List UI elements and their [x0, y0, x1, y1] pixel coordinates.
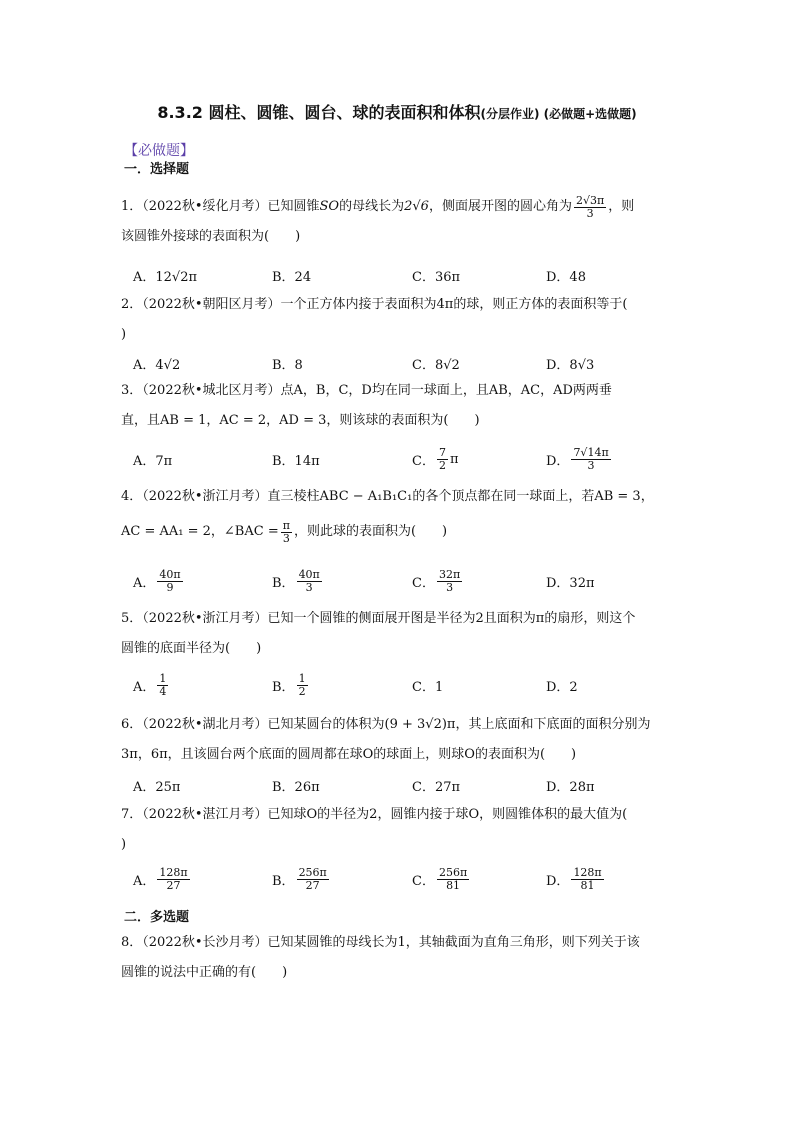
question-1 — [121, 190, 677, 252]
option-b: B．14π — [272, 453, 320, 469]
question-2-line1: 2．（2022秋•朝阳区月考）一个正方体内接于表面积为4π的球，则正方体的表面积等于( — [121, 297, 628, 312]
option-c: C．8√2 — [412, 357, 460, 373]
question-3-line2: 直，且AB = 1，AC = 2，AD = 3，则该球的表面积为( ) — [121, 413, 480, 428]
question-1-line1: 1．（2022秋•绥化月考）已知圆锥 SO 的母线长为 2√6 ，侧面展开图的圆心角为 $\frac{2√3\pi}{3}$ ，则 — [121, 193, 635, 220]
question-5-line2: 圆锥的底面半径为( ) — [121, 641, 262, 656]
option-d: D．2 — [546, 679, 578, 695]
question-3-line1: 3．（2022秋•城北区月考）点A，B，C，D均在同一球面上，且AB，AC，AD两两垂 — [121, 383, 612, 398]
question-4-line1: 4．（2022秋•浙江月考）直三棱柱ABC − A₁B₁C₁的各个顶点都在同一球面上，若AB = 3， — [121, 489, 654, 504]
option-a: A． $\frac{128\pi}{27}$ — [133, 865, 188, 892]
option-d: D．32π — [546, 575, 595, 591]
question-7 — [121, 800, 677, 860]
question-3-options — [133, 442, 683, 476]
question-7-line1: 7．（2022秋•湛江月考）已知球O的半径为2，圆锥内接于球O，则圆锥体积的最大值为( — [121, 807, 628, 822]
option-d: D． $\frac{128\pi}{81}$ — [546, 865, 602, 892]
question-8-line1: 8．（2022秋•长沙月考）已知某圆锥的母线长为1，其轴截面为直角三角形，则下列关于该 — [121, 935, 640, 950]
question-1-line2: 该圆锥外接球的表面积为( ) — [121, 229, 301, 244]
option-d: D．48 — [546, 269, 586, 285]
option-c: C．36π — [412, 269, 461, 285]
question-4-line2: AC = AA₁ = 2，∠BAC = $\frac{\pi}{3}$ ，则此球的表面积为( ) — [121, 518, 448, 545]
title-subtitle: (分层作业) (必做题+选做题) — [480, 107, 637, 121]
question-5 — [121, 604, 677, 664]
option-c: C． $\frac{32\pi}{3}$ — [412, 567, 461, 594]
question-2-options — [133, 346, 683, 380]
question-4-options — [133, 564, 683, 598]
option-b: B． $\frac{256\pi}{27}$ — [272, 865, 327, 892]
option-b: B． $\frac{1}{2}$ — [272, 671, 306, 698]
question-3 — [121, 376, 677, 436]
option-b: B．24 — [272, 269, 312, 285]
option-b: B．8 — [272, 357, 303, 373]
title-main: 8.3.2 圆柱、圆锥、圆台、球的表面积和体积 — [157, 103, 481, 122]
option-c: C． $\frac{256\pi}{81}$ — [412, 865, 468, 892]
question-1-options — [133, 258, 683, 292]
option-b: B． $\frac{40\pi}{3}$ — [272, 567, 320, 594]
option-a: A．12√2π — [133, 269, 198, 285]
option-c: C． $\frac{7}{2}$ π — [412, 445, 459, 472]
question-4 — [121, 482, 677, 552]
question-7-line2: ) — [121, 837, 127, 852]
question-6-line2: 3π，6π，且该圆台两个底面的圆周都在球O的球面上，则球O的表面积为( ) — [121, 747, 577, 762]
angle-fraction: $\frac{2√3\pi}{3}$ — [575, 193, 605, 220]
section-heading-multi: 二．多选题 — [124, 910, 190, 925]
page-title — [0, 100, 794, 123]
question-2 — [121, 290, 677, 350]
question-6 — [121, 710, 677, 770]
option-a: A．25π — [133, 779, 181, 795]
question-6-line1: 6．（2022秋•湖北月考）已知某圆台的体积为(9 + 3√2)π，其上底面和下底面的面积分别为 — [121, 717, 651, 732]
option-a: A． $\frac{40\pi}{9}$ — [133, 567, 181, 594]
option-d: D． $\frac{7√14\pi}{3}$ — [546, 445, 609, 472]
section-heading-choice: 一．选择题 — [124, 162, 190, 177]
question-8-line2: 圆锥的说法中正确的有( ) — [121, 965, 288, 980]
option-c: C．27π — [412, 779, 461, 795]
required-tag: 【必做题】 — [124, 143, 194, 159]
option-a: A．4√2 — [133, 357, 181, 373]
question-6-options — [133, 768, 683, 802]
question-8 — [121, 928, 677, 988]
option-a: A．7π — [133, 453, 173, 469]
question-5-line1: 5．（2022秋•浙江月考）已知一个圆锥的侧面展开图是半径为2且面积为π的扇形，则这个 — [121, 611, 636, 626]
option-a: A． $\frac{1}{4}$ — [133, 671, 167, 698]
option-c: C．1 — [412, 679, 444, 695]
question-5-options — [133, 668, 683, 702]
option-d: D．28π — [546, 779, 595, 795]
question-2-line2: ) — [121, 327, 127, 342]
option-d: D．8√3 — [546, 357, 595, 373]
option-b: B．26π — [272, 779, 320, 795]
question-7-options — [133, 862, 683, 896]
